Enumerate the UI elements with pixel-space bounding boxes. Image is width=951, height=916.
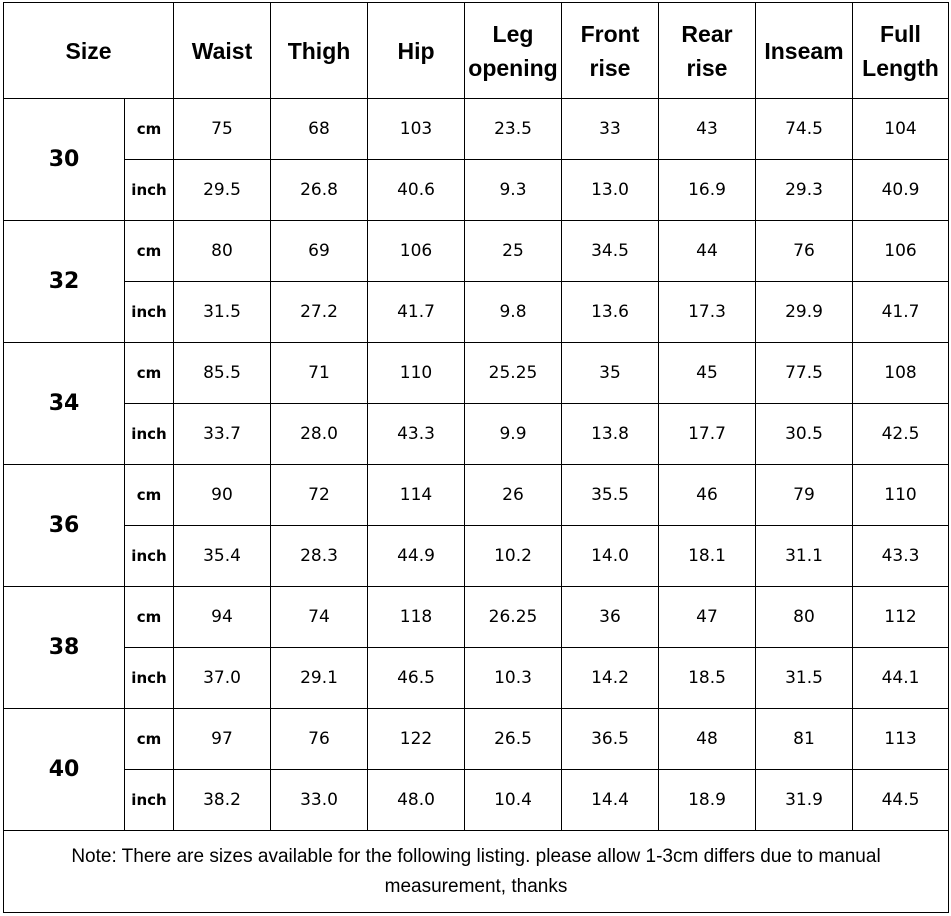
table-row bbox=[4, 221, 949, 282]
measurement-cell: 79 bbox=[756, 465, 853, 526]
measurement-cell: 35.5 bbox=[562, 465, 659, 526]
measurement-cell: 36 bbox=[562, 587, 659, 648]
unit-label: cm bbox=[125, 587, 174, 648]
measurement-cell: 29.5 bbox=[174, 160, 271, 221]
measurement-cell: 40.6 bbox=[368, 160, 465, 221]
table-row bbox=[4, 526, 949, 587]
measurement-cell: 27.2 bbox=[271, 282, 368, 343]
measurement-cell: 13.8 bbox=[562, 404, 659, 465]
header-label-line: Rear bbox=[681, 20, 733, 47]
measurement-cell: 14.2 bbox=[562, 648, 659, 709]
header-label-line: Leg bbox=[492, 20, 534, 47]
unit-label: cm bbox=[125, 343, 174, 404]
measurement-cell: 9.8 bbox=[465, 282, 562, 343]
measurement-cell: 85.5 bbox=[174, 343, 271, 404]
header-leg-opening bbox=[465, 3, 562, 99]
unit-label: inch bbox=[125, 770, 174, 831]
table-body bbox=[4, 99, 949, 831]
measurement-cell: 80 bbox=[756, 587, 853, 648]
measurement-cell: 18.9 bbox=[659, 770, 756, 831]
measurement-cell: 26.8 bbox=[271, 160, 368, 221]
measurement-cell: 26 bbox=[465, 465, 562, 526]
header-waist bbox=[174, 3, 271, 99]
table-row bbox=[4, 343, 949, 404]
measurement-cell: 35.4 bbox=[174, 526, 271, 587]
measurement-cell: 9.3 bbox=[465, 160, 562, 221]
measurement-cell: 75 bbox=[174, 99, 271, 160]
header-label-line: Waist bbox=[191, 37, 253, 64]
size-chart-table bbox=[3, 2, 949, 913]
measurement-cell: 35 bbox=[562, 343, 659, 404]
measurement-cell: 90 bbox=[174, 465, 271, 526]
unit-label: inch bbox=[125, 648, 174, 709]
header-label-line: rise bbox=[589, 54, 631, 81]
measurement-cell: 26.25 bbox=[465, 587, 562, 648]
measurement-cell: 26.5 bbox=[465, 709, 562, 770]
measurement-cell: 104 bbox=[853, 99, 949, 160]
measurement-cell: 17.7 bbox=[659, 404, 756, 465]
measurement-cell: 113 bbox=[853, 709, 949, 770]
measurement-cell: 103 bbox=[368, 99, 465, 160]
measurement-cell: 17.3 bbox=[659, 282, 756, 343]
measurement-cell: 18.5 bbox=[659, 648, 756, 709]
header-hip bbox=[368, 3, 465, 99]
measurement-cell: 23.5 bbox=[465, 99, 562, 160]
unit-label: cm bbox=[125, 465, 174, 526]
size-label: 30 bbox=[4, 99, 125, 221]
measurement-cell: 44.9 bbox=[368, 526, 465, 587]
unit-label: inch bbox=[125, 160, 174, 221]
header-thigh bbox=[271, 3, 368, 99]
table-row bbox=[4, 404, 949, 465]
measurement-cell: 110 bbox=[368, 343, 465, 404]
measurement-cell: 28.3 bbox=[271, 526, 368, 587]
measurement-cell: 10.4 bbox=[465, 770, 562, 831]
measurement-cell: 77.5 bbox=[756, 343, 853, 404]
measurement-cell: 25.25 bbox=[465, 343, 562, 404]
measurement-cell: 33 bbox=[562, 99, 659, 160]
measurement-cell: 74 bbox=[271, 587, 368, 648]
table-row bbox=[4, 770, 949, 831]
measurement-cell: 33.0 bbox=[271, 770, 368, 831]
table-row bbox=[4, 709, 949, 770]
measurement-cell: 37.0 bbox=[174, 648, 271, 709]
measurement-cell: 81 bbox=[756, 709, 853, 770]
measurement-cell: 71 bbox=[271, 343, 368, 404]
measurement-cell: 10.2 bbox=[465, 526, 562, 587]
measurement-cell: 33.7 bbox=[174, 404, 271, 465]
table-row bbox=[4, 99, 949, 160]
measurement-note: Note: There are sizes available for the following listing. please allow 1-3cm differs due to manual measurement, thanks bbox=[4, 831, 949, 913]
measurement-cell: 110 bbox=[853, 465, 949, 526]
measurement-cell: 68 bbox=[271, 99, 368, 160]
measurement-cell: 106 bbox=[853, 221, 949, 282]
measurement-cell: 29.3 bbox=[756, 160, 853, 221]
measurement-cell: 38.2 bbox=[174, 770, 271, 831]
measurement-cell: 44 bbox=[659, 221, 756, 282]
measurement-cell: 112 bbox=[853, 587, 949, 648]
header-size: Size bbox=[4, 3, 174, 99]
header-rear-rise bbox=[659, 3, 756, 99]
table-row bbox=[4, 648, 949, 709]
size-label: 36 bbox=[4, 465, 125, 587]
measurement-cell: 44.1 bbox=[853, 648, 949, 709]
measurement-cell: 18.1 bbox=[659, 526, 756, 587]
unit-label: cm bbox=[125, 99, 174, 160]
table-row bbox=[4, 282, 949, 343]
measurement-cell: 43.3 bbox=[368, 404, 465, 465]
measurement-cell: 114 bbox=[368, 465, 465, 526]
measurement-cell: 14.0 bbox=[562, 526, 659, 587]
header-label-line: Inseam bbox=[764, 37, 844, 64]
header-label-line: Length bbox=[862, 54, 939, 81]
note-row bbox=[4, 831, 949, 913]
unit-label: inch bbox=[125, 404, 174, 465]
measurement-cell: 30.5 bbox=[756, 404, 853, 465]
measurement-cell: 43 bbox=[659, 99, 756, 160]
measurement-cell: 36.5 bbox=[562, 709, 659, 770]
measurement-cell: 31.9 bbox=[756, 770, 853, 831]
header-label-line: Hip bbox=[397, 37, 435, 64]
measurement-cell: 28.0 bbox=[271, 404, 368, 465]
measurement-cell: 41.7 bbox=[368, 282, 465, 343]
measurement-cell: 76 bbox=[271, 709, 368, 770]
size-label: 40 bbox=[4, 709, 125, 831]
measurement-cell: 47 bbox=[659, 587, 756, 648]
measurement-cell: 31.5 bbox=[756, 648, 853, 709]
measurement-cell: 40.9 bbox=[853, 160, 949, 221]
unit-label: inch bbox=[125, 526, 174, 587]
measurement-cell: 76 bbox=[756, 221, 853, 282]
measurement-cell: 69 bbox=[271, 221, 368, 282]
measurement-cell: 43.3 bbox=[853, 526, 949, 587]
unit-label: cm bbox=[125, 709, 174, 770]
measurement-cell: 118 bbox=[368, 587, 465, 648]
table-row bbox=[4, 465, 949, 526]
unit-label: inch bbox=[125, 282, 174, 343]
measurement-cell: 34.5 bbox=[562, 221, 659, 282]
measurement-cell: 48.0 bbox=[368, 770, 465, 831]
measurement-cell: 14.4 bbox=[562, 770, 659, 831]
measurement-cell: 48 bbox=[659, 709, 756, 770]
measurement-cell: 9.9 bbox=[465, 404, 562, 465]
measurement-cell: 31.5 bbox=[174, 282, 271, 343]
header-label-line: Thigh bbox=[287, 37, 351, 64]
measurement-cell: 44.5 bbox=[853, 770, 949, 831]
measurement-cell: 106 bbox=[368, 221, 465, 282]
measurement-cell: 72 bbox=[271, 465, 368, 526]
measurement-cell: 16.9 bbox=[659, 160, 756, 221]
unit-label: cm bbox=[125, 221, 174, 282]
header-label-line: Front bbox=[580, 20, 640, 47]
measurement-cell: 74.5 bbox=[756, 99, 853, 160]
header-inseam bbox=[756, 3, 853, 99]
measurement-cell: 29.1 bbox=[271, 648, 368, 709]
table-row bbox=[4, 587, 949, 648]
measurement-cell: 122 bbox=[368, 709, 465, 770]
measurement-cell: 46.5 bbox=[368, 648, 465, 709]
measurement-cell: 80 bbox=[174, 221, 271, 282]
measurement-cell: 46 bbox=[659, 465, 756, 526]
size-label: 32 bbox=[4, 221, 125, 343]
measurement-cell: 42.5 bbox=[853, 404, 949, 465]
measurement-cell: 45 bbox=[659, 343, 756, 404]
header-label-line: rise bbox=[686, 54, 728, 81]
measurement-cell: 41.7 bbox=[853, 282, 949, 343]
header-label-line: opening bbox=[468, 54, 558, 81]
measurement-cell: 31.1 bbox=[756, 526, 853, 587]
measurement-cell: 25 bbox=[465, 221, 562, 282]
size-label: 34 bbox=[4, 343, 125, 465]
header-full-length bbox=[853, 3, 949, 99]
size-label: 38 bbox=[4, 587, 125, 709]
measurement-cell: 94 bbox=[174, 587, 271, 648]
measurement-cell: 13.0 bbox=[562, 160, 659, 221]
measurement-cell: 29.9 bbox=[756, 282, 853, 343]
header-front-rise bbox=[562, 3, 659, 99]
measurement-cell: 97 bbox=[174, 709, 271, 770]
measurement-cell: 108 bbox=[853, 343, 949, 404]
measurement-cell: 10.3 bbox=[465, 648, 562, 709]
table-row bbox=[4, 160, 949, 221]
measurement-cell: 13.6 bbox=[562, 282, 659, 343]
header-row bbox=[4, 3, 949, 99]
header-label-line: Full bbox=[880, 20, 921, 47]
